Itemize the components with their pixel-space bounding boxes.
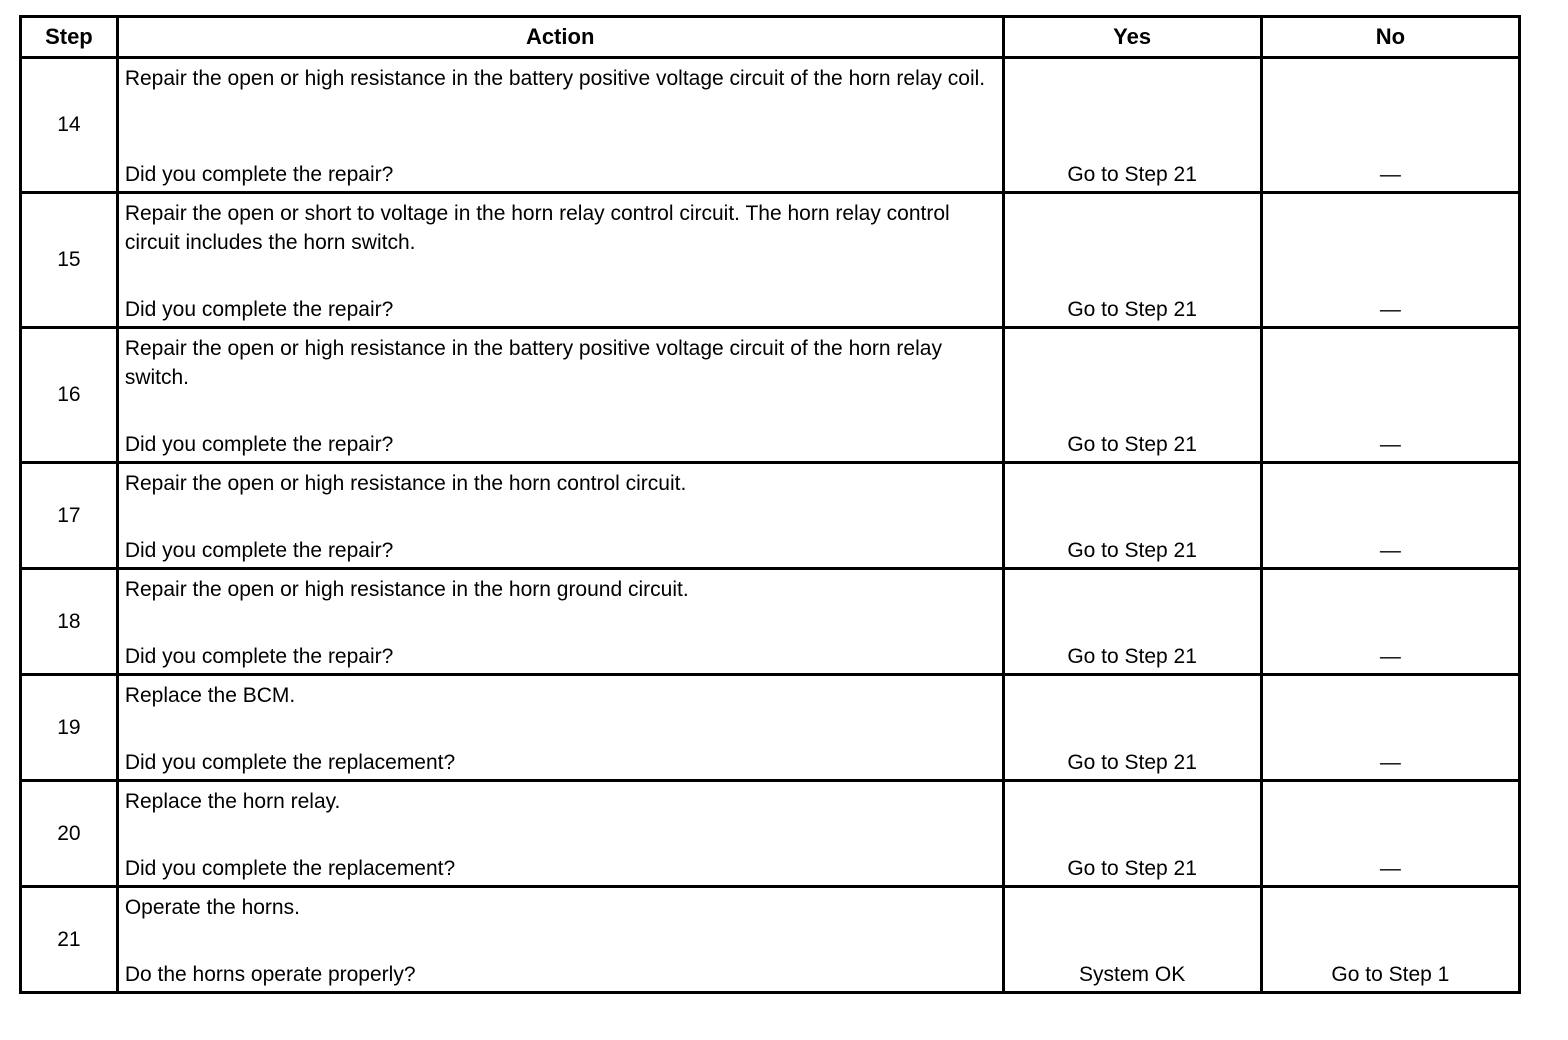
action-cell [117, 463, 1003, 569]
header-yes: Yes [1003, 17, 1261, 58]
no-result: — [1379, 163, 1401, 186]
action-cell [117, 675, 1003, 781]
yes-cell [1003, 675, 1261, 781]
step-number: 21 [21, 887, 118, 993]
no-result: — [1379, 433, 1401, 456]
step-number: 14 [21, 58, 118, 193]
action-question: Did you complete the repair? [124, 163, 394, 186]
action-cell [117, 58, 1003, 193]
yes-result: Go to Step 21 [1067, 539, 1197, 562]
step-number: 17 [21, 463, 118, 569]
yes-result: Go to Step 21 [1067, 298, 1197, 321]
action-text: Repair the open or high resistance in the horn ground circuit. [124, 578, 689, 601]
no-result: — [1379, 645, 1401, 668]
no-result: — [1379, 857, 1401, 880]
yes-result: Go to Step 21 [1067, 751, 1197, 774]
action-text: Repair the open or high resistance in the battery positive voltage circuit of the horn relay switch. [124, 337, 942, 389]
step-number: 19 [21, 675, 118, 781]
no-cell [1261, 569, 1519, 675]
table-row [21, 675, 1520, 781]
step-number: 18 [21, 569, 118, 675]
action-question: Did you complete the repair? [124, 645, 394, 668]
action-text: Repair the open or high resistance in the battery positive voltage circuit of the horn relay coil. [124, 67, 986, 90]
action-text: Replace the BCM. [124, 684, 296, 707]
action-question: Did you complete the replacement? [124, 857, 456, 880]
step-number: 16 [21, 328, 118, 463]
action-text: Repair the open or short to voltage in the horn relay control circuit. The horn relay control circuit includes the horn switch. [124, 202, 950, 254]
action-cell [117, 781, 1003, 887]
yes-cell [1003, 463, 1261, 569]
table-row [21, 887, 1520, 993]
action-question: Did you complete the repair? [124, 298, 394, 321]
no-cell [1261, 675, 1519, 781]
no-cell [1261, 781, 1519, 887]
yes-result: Go to Step 21 [1067, 163, 1197, 186]
header-no: No [1261, 17, 1519, 58]
action-question: Do the horns operate properly? [124, 963, 416, 986]
yes-cell [1003, 781, 1261, 887]
yes-cell [1003, 569, 1261, 675]
action-question: Did you complete the repair? [124, 539, 394, 562]
table-row [21, 328, 1520, 463]
diagnostic-table [19, 15, 1521, 994]
yes-cell [1003, 193, 1261, 328]
no-result: — [1379, 539, 1401, 562]
yes-cell [1003, 887, 1261, 993]
action-cell [117, 887, 1003, 993]
no-result: — [1379, 298, 1401, 321]
action-question: Did you complete the replacement? [124, 751, 456, 774]
header-step: Step [21, 17, 118, 58]
step-number: 20 [21, 781, 118, 887]
no-result: Go to Step 1 [1331, 963, 1450, 986]
yes-result: Go to Step 21 [1067, 645, 1197, 668]
action-cell [117, 193, 1003, 328]
action-cell [117, 569, 1003, 675]
action-question: Did you complete the repair? [124, 433, 394, 456]
action-text: Repair the open or high resistance in the horn control circuit. [124, 472, 687, 495]
table-row [21, 58, 1520, 193]
table-row [21, 463, 1520, 569]
action-text: Replace the horn relay. [124, 790, 341, 813]
yes-result: Go to Step 21 [1067, 433, 1197, 456]
no-cell [1261, 463, 1519, 569]
table-row [21, 193, 1520, 328]
no-cell [1261, 193, 1519, 328]
no-cell [1261, 58, 1519, 193]
no-result: — [1379, 751, 1401, 774]
action-text: Operate the horns. [124, 896, 300, 919]
header-action: Action [117, 17, 1003, 58]
table-row [21, 569, 1520, 675]
yes-result: Go to Step 21 [1067, 857, 1197, 880]
yes-cell [1003, 58, 1261, 193]
header-row [21, 17, 1520, 58]
table-row [21, 781, 1520, 887]
no-cell [1261, 328, 1519, 463]
action-cell [117, 328, 1003, 463]
yes-cell [1003, 328, 1261, 463]
no-cell [1261, 887, 1519, 993]
step-number: 15 [21, 193, 118, 328]
yes-result: System OK [1079, 963, 1186, 986]
